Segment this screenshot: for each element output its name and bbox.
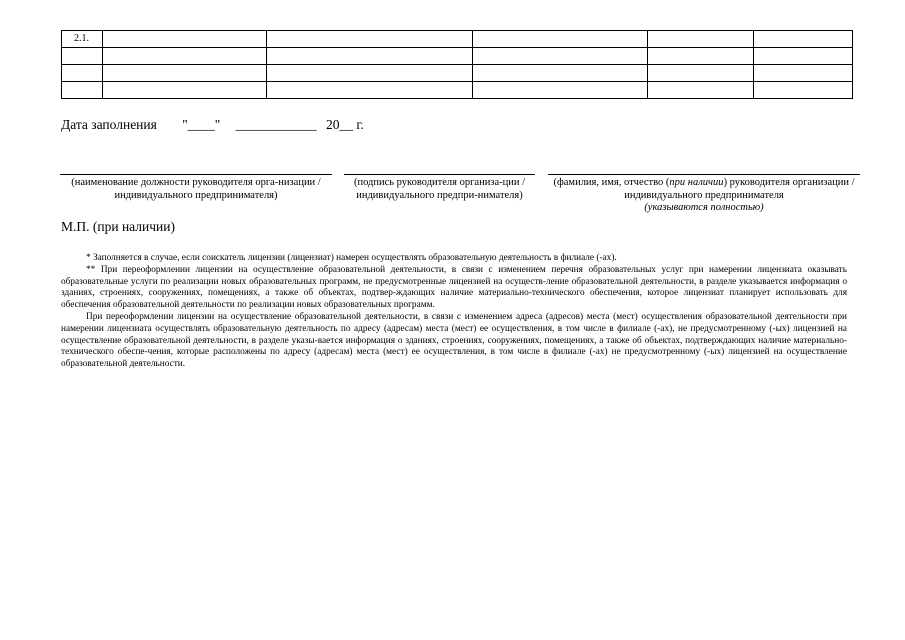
table-row: [62, 82, 853, 99]
name-caption-italic: при наличии: [669, 177, 724, 188]
name-caption-end: ) руководителя организации / индивидуального предпринимателя: [624, 177, 855, 201]
data-table: [61, 30, 853, 99]
date-year: 20__ г.: [326, 117, 364, 132]
table-cell: [648, 82, 754, 99]
table-cell: [754, 48, 853, 65]
date-month: ____________: [235, 117, 317, 132]
full-name-field: [548, 174, 860, 215]
table-cell: [648, 48, 754, 65]
signature-field: [344, 174, 535, 202]
table-cell: [754, 31, 853, 48]
table-cell: [473, 48, 648, 65]
table-cell: [648, 65, 754, 82]
table-cell: [267, 31, 473, 48]
table-cell: [103, 82, 267, 99]
table-cell: [473, 31, 648, 48]
footnotes: [61, 253, 847, 371]
date-line: [61, 117, 364, 133]
footnote-1: * Заполняется в случае, если соискатель лицензии (лицензиат) намерен осуществлять образовательную деятельность в филиале (-ах).: [86, 253, 617, 263]
position-caption: (наименование должности руководителя орга-низации / индивидуального предпринимателя): [71, 177, 321, 201]
table-cell: [62, 82, 103, 99]
table-cell: [103, 65, 267, 82]
table-cell: [62, 65, 103, 82]
table-cell: [103, 48, 267, 65]
table-cell: [267, 65, 473, 82]
stamp-place: М.П. (при наличии): [61, 219, 175, 234]
table-cell: 2.1.: [62, 31, 103, 48]
table-cell: [267, 48, 473, 65]
table-row: [62, 31, 853, 48]
table-cell: [103, 31, 267, 48]
table-row: [62, 48, 853, 65]
table-cell: [648, 31, 754, 48]
table-cell: [754, 65, 853, 82]
table-cell: [267, 82, 473, 99]
table-cell: [62, 48, 103, 65]
position-signature-field: [60, 174, 332, 202]
table-cell: [754, 82, 853, 99]
name-caption-start: (фамилия, имя, отчество (: [553, 177, 670, 188]
date-label: Дата заполнения: [61, 117, 157, 132]
footnote-3: При переоформлении лицензии на осуществление образовательной деятельности, в связи с изменением адреса (адресов) места (мест) осуществления образовательной деятельности при намерении лицензиата осуществлять образовательную деятельность по адресу (адресам) места (мест) ее осуществления, в том числе в филиале (-ах), не предусмотренному (-ых) лицензией на осуществление образовательной деятельности, в разделе указы-вается информация о зданиях, строениях, сооружениях, помещениях, а также об объектах, подтверждающих наличие материально-технического обеспе-чения, которые расположены по адресу (адресам) места (мест) ее осуществления, в том числе в филиале (-ах) не предусмотренному (-ых) лицензией на осуществление образовательной деятельности.: [61, 311, 847, 370]
name-caption-note: (указываются полностью): [644, 202, 764, 213]
table-cell: [473, 65, 648, 82]
footnote-2: ** При переоформлении лицензии на осуществление образовательной деятельности, в связи с изменением перечня образовательных услуг при намерении лицензиата оказывать образовательные услуги по реализации новых образовательных программ, не предусмотренные лицензией на осуществ-ление образовательной деятельности, в разделе указывается информация о зданиях, строениях, сооружениях, помещениях, а также об объектах, подтвер-ждающих наличие материально-технического обеспечения, которое лицензиат планирует использовать для обеспечения образовательной деятельности по реализации новых образовательных программ.: [61, 264, 847, 311]
table-row: [62, 65, 853, 82]
date-day: "____": [182, 117, 221, 132]
table-cell: [473, 82, 648, 99]
signature-caption: (подпись руководителя организа-ции / индивидуального предпри-нимателя): [353, 177, 526, 201]
